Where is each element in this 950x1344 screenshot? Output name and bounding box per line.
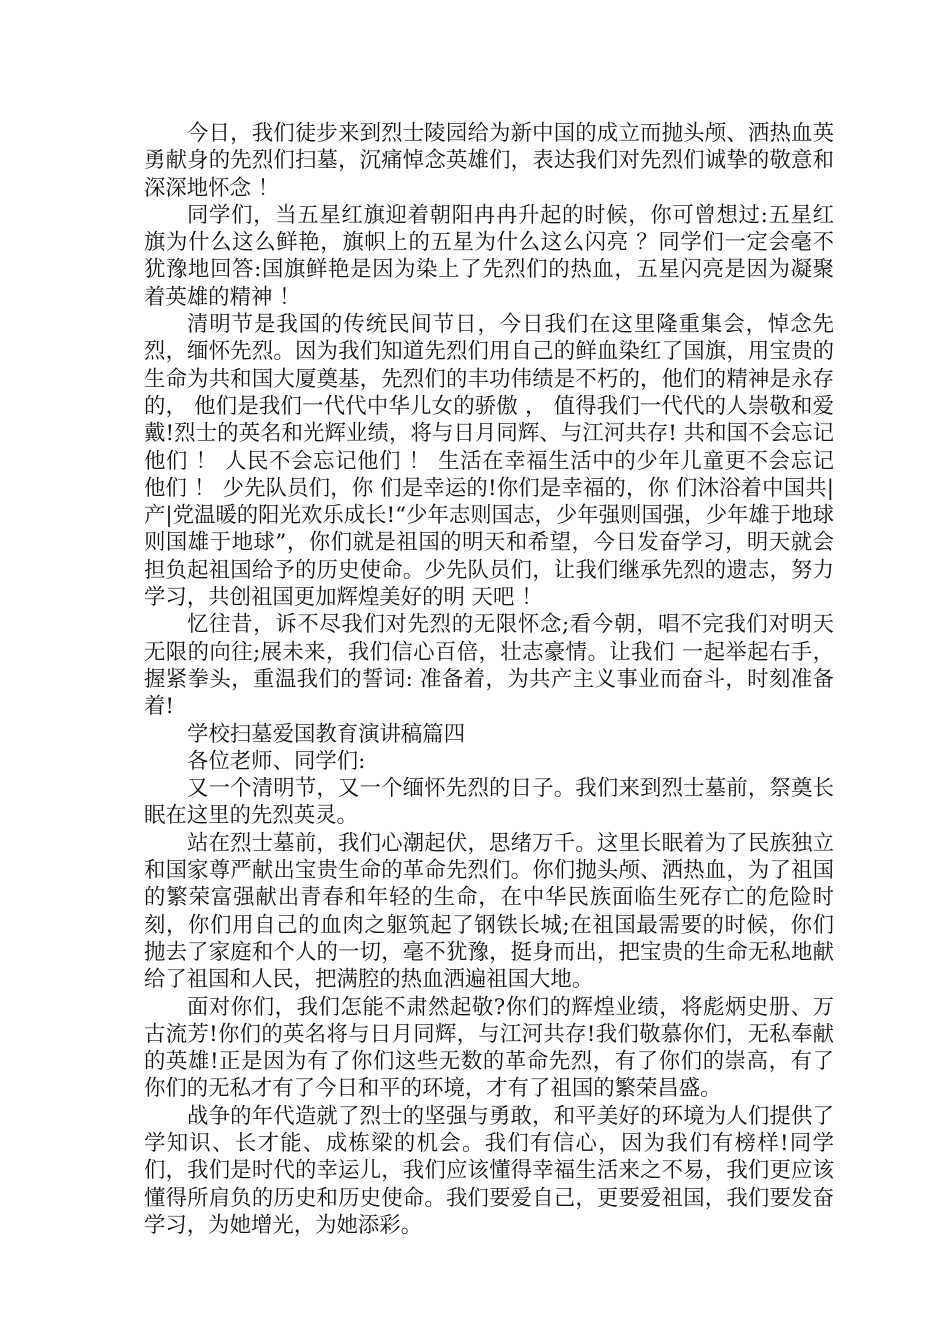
section-heading: 学校扫墓爱国教育演讲稿篇四 (187, 721, 466, 747)
paragraph: 又一个清明节，又一个缅怀先烈的日子。我们来到烈士墓前，祭奠长眠在这里的先烈英灵。 (144, 776, 834, 829)
salutation: 各位老师、同学们: (187, 748, 366, 774)
document-body (144, 120, 834, 1239)
paragraph: 忆往昔，诉不尽我们对先烈的无限怀念;看今朝，唱不完我们对明天无限的向往;展未来，我们信心百倍，壮志豪情。让我们 一起举起右手，握紧拳头，重温我们的誓词: 准备着，为共产主义事业而奋斗，时刻准备着! (144, 612, 834, 720)
paragraph: 清明节是我国的传统民间节日，今日我们在这里隆重集会，悼念先烈，缅怀先烈。因为我们知道先烈们用自己的鲜血染红了国旗，用宝贵的生命为共和国大厦奠基，先烈们的丰功伟绩是不朽的，他们的精神是永存的， 他们是我们一代代中华儿女的骄傲 ， 值得我们一代代的人崇敬和爱戴!烈士的英名和光辉业绩，将与日月同辉、与江河共存! 共和国不会忘记他们 ！ 人民不会忘记他们 ！ 生活在幸福生活中的少年儿童更不会忘记他们 ！ 少先队员们，你 们是幸运的!你们是幸福的，你 们沐浴着中国共|产|党温暖的阳光欢乐成长!“少年志则国志，少年强则国强，少年雄于地球则国雄于地球”，你们就是祖国的明天和希望，今日发奋学习，明天就会担负起祖国给予的历史使命。少先队员们，让我们继承先烈的遗志，努力学习，共创祖国更加辉煌美好的明 天吧 ！ (144, 312, 834, 611)
paragraph: 战争的年代造就了烈士的坚强与勇敢，和平美好的环境为人们提供了学知识、长才能、成栋梁的机会。我们有信心，因为我们有榜样!同学们，我们是时代的幸运儿，我们应该懂得幸福生活来之不易，我们更应该懂得所肩负的历史和历史使命。我们要爱自己，更要爱祖国，我们要发奋学习，为她增光，为她添彩。 (144, 1103, 834, 1238)
paragraph: 同学们，当五星红旗迎着朝阳冉冉升起的时候，你可曾想过:五星红旗为什么这么鲜艳，旗帜上的五星为什么这么闪亮 ？同学们一定会毫不犹豫地回答:国旗鲜艳是因为染上了先烈们的热血，五星闪亮是因为凝聚着英雄的精神 ！ (144, 202, 834, 310)
paragraph: 面对你们，我们怎能不肃然起敬?你们的辉煌业绩，将彪炳史册、万古流芳!你们的英名将与日月同辉，与江河共存!我们敬慕你们，无私奉献的英雄!正是因为有了你们这些无数的革命先烈，有了你们的崇高，有了你们的无私才有了今日和平的环境，才有了祖国的繁荣昌盛。 (144, 994, 834, 1102)
paragraph: 今日，我们徒步来到烈士陵园给为新中国的成立而抛头颅、洒热血英勇献身的先烈们扫墓，沉痛悼念英雄们，表达我们对先烈们诚挚的敬意和深深地怀念 ！ (144, 121, 834, 201)
paragraph: 站在烈士墓前，我们心潮起伏，思绪万千。这里长眠着为了民族独立和国家尊严献出宝贵生命的革命先烈们。你们抛头颅、洒热血，为了祖国的繁荣富强献出青春和年轻的生命，在中华民族面临生死存亡的危险时刻，你们用自己的血肉之躯筑起了钢铁长城;在祖国最需要的时候，你们抛去了家庭和个人的一切，毫不犹豫，挺身而出，把宝贵的生命无私地献给了祖国和人民，把满腔的热血洒遍祖国大地。 (144, 830, 834, 993)
